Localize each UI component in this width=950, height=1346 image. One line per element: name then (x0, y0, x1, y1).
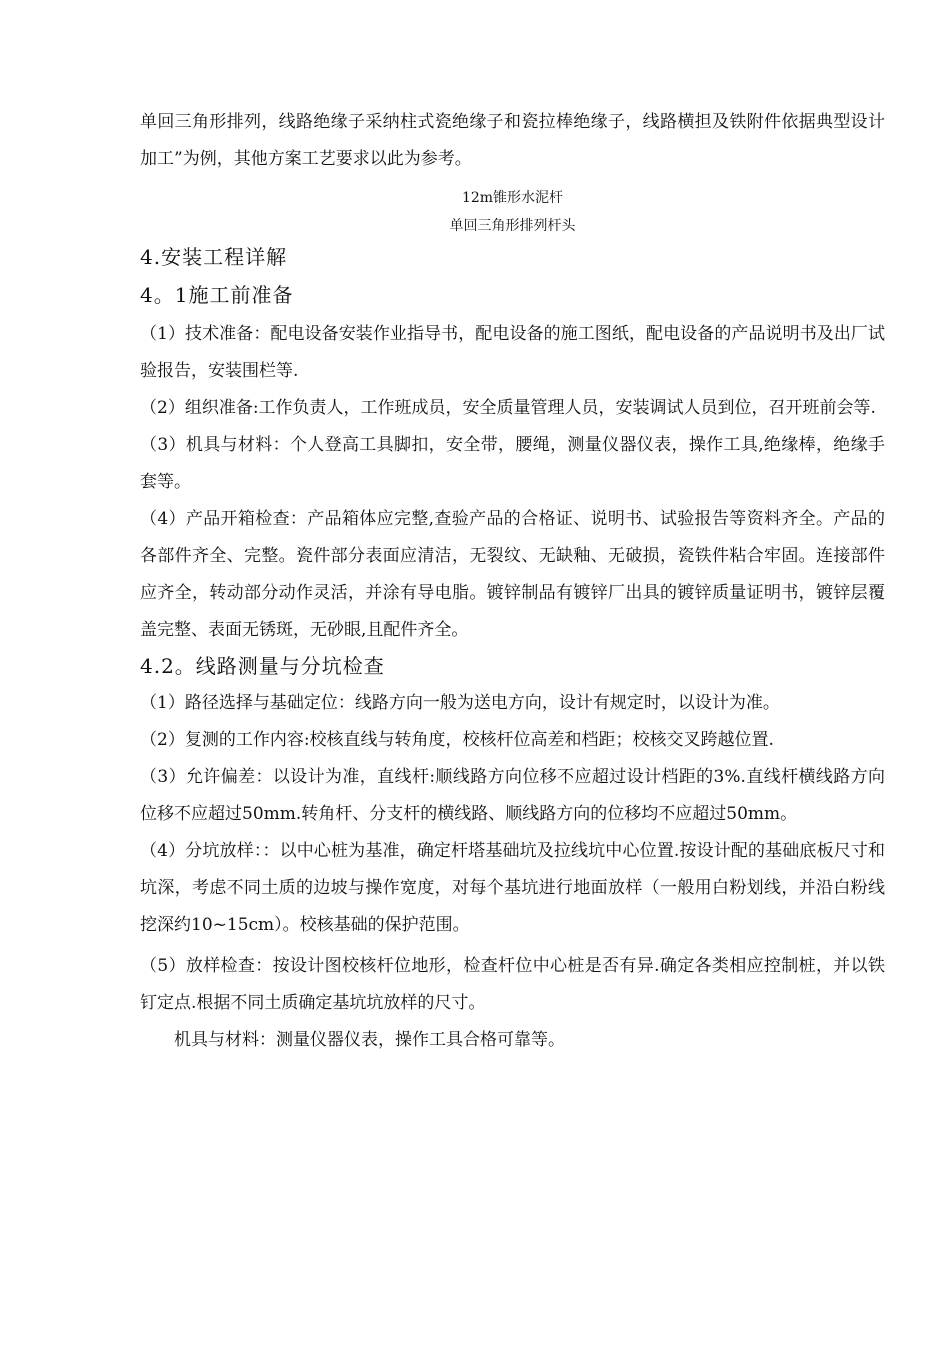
subsection-heading-4-2: 4.2。线路测量与分坑检查 (140, 654, 385, 678)
prep-item-tools-materials: （3）机具与材料：个人登高工具脚扣，安全带，腰绳，测量仪器仪表，操作工具,绝缘棒，绝缘手套等。 (140, 435, 885, 492)
survey-item-tolerance: （3）允许偏差：以设计为准，直线杆:顺线路方向位移不应超过设计档距的3%.直线杆横线路方向位移不应超过50mm.转角杆、分支杆的横线路、顺线路方向的位移均不应超过50mm。 (140, 767, 885, 824)
intro-paragraph: 单回三角形排列，线路绝缘子采纳柱式瓷绝缘子和瓷拉棒绝缘子，线路横担及铁附件依据典型设计加工”为例，其他方案工艺要求以此为参考。 (140, 112, 885, 169)
survey-closing-note: 机具与材料：测量仪器仪表，操作工具合格可靠等。 (174, 1030, 565, 1050)
document-page (140, 100, 885, 1059)
figure-caption-pole: 12m锥形水泥杆 (461, 190, 564, 206)
figure-caption-head: 单回三角形排列杆头 (449, 218, 576, 234)
survey-item-staking: （4）分坑放样：：以中心桩为基准，确定杆塔基础坑及拉线坑中心位置.按设计配的基础底板尺寸和坑深，考虑不同土质的边坡与操作宽度，对每个基坑进行地面放样（一般用白粉划线，并沿白粉线挖深约10~15cm）。校核基础的保护范围。 (140, 841, 885, 935)
prep-item-unpacking-inspection: （4）产品开箱检查：产品箱体应完整,查验产品的合格证、说明书、试验报告等资料齐全。产品的各部件齐全、完整。瓷件部分表面应清洁，无裂纹、无缺釉、无破损，瓷铁件粘合牢固。连接部件应齐全，转动部分动作灵活，并涂有导电脂。镀锌制品有镀锌厂出具的镀锌质量证明书，镀锌层覆盖完整、表面无锈斑，无砂眼,且配件齐全。 (140, 509, 885, 640)
prep-item-technical: （1）技术准备：配电设备安装作业指导书，配电设备的施工图纸，配电设备的产品说明书及出厂试验报告，安装围栏等. (140, 324, 885, 381)
survey-item-staking-check: （5）放样检查：按设计图校核杆位地形，检查杆位中心桩是否有异.确定各类相应控制桩，并以铁钉定点.根据不同土质确定基坑坑放样的尺寸。 (140, 956, 885, 1013)
subsection-heading-4-1: 4。1施工前准备 (140, 283, 294, 307)
prep-item-organization: （2）组织准备:工作负责人，工作班成员，安全质量管理人员，安装调试人员到位，召开班前会等. (140, 398, 876, 418)
section-heading-4: 4.安装工程详解 (140, 245, 288, 269)
survey-item-route: （1）路径选择与基础定位：线路方向一般为送电方向，设计有规定时，以设计为准。 (140, 693, 780, 713)
survey-item-resurvey: （2）复测的工作内容:校核直线与转角度，校核杆位高差和档距；校核交叉跨越位置. (140, 730, 774, 750)
